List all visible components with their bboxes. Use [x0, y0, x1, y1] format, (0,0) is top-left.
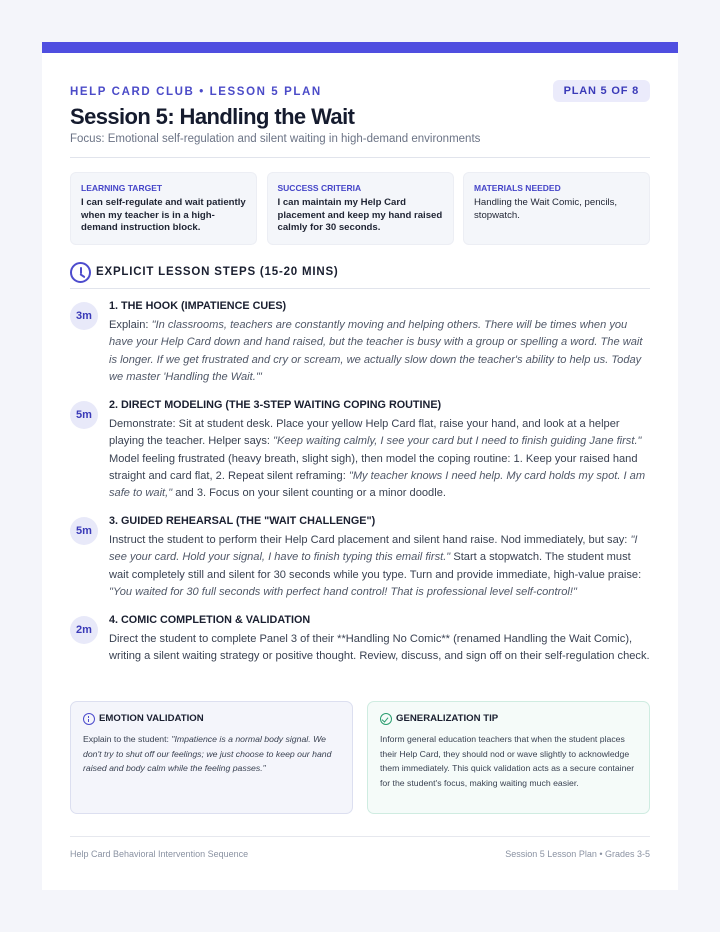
step-body: Direct the student to complete Panel 3 of their **Handling No Comic** (renamed Handling the Wait Comic), writing a silent waiting strategy or positive thought. Review, discuss, and sign off on their self-regulation check.	[109, 633, 650, 663]
focus-subtitle: Focus: Emotional self-regulation and silent waiting in high-demand environments	[70, 133, 481, 145]
tip-heading: EMOTION VALIDATION	[99, 713, 204, 724]
clock-icon	[70, 262, 91, 283]
footer-divider	[70, 836, 650, 837]
page-title: Session 5: Handling the Wait	[70, 104, 355, 129]
divider	[70, 288, 650, 289]
step-body: Instruct the student to perform their Help Card placement and silent hand raise. Nod immediately, but say: "I see your card. Hold your signal, I have to finish typing this email first." Start a stopwatch. The student must wait completely still and silent for 30 seconds while you type. Turn and provide immediate, high-value praise: "You waited for 30 full seconds with perfect hand control! That is professional level self-control!"	[109, 534, 642, 598]
card-heading: SUCCESS CRITERIA	[277, 183, 362, 193]
card-body: I can maintain my Help Card placement and keep my hand raised calmly for 30 seconds.	[277, 197, 443, 233]
tip-heading: GENERALIZATION TIP	[396, 713, 499, 724]
footer-right: Session 5 Lesson Plan • Grades 3-5	[505, 849, 650, 859]
step-body: Explain: "In classrooms, teachers are constantly moving and helping others. There will be times when you have your Help Card down and hand raised, but the teacher is busy with a group or spelling a word. The wait is longer. If we get frustrated and cry or scream, we actually slow down the teacher's ability to help us. Today we master 'Handling the Wait.'"	[109, 319, 643, 383]
success-criteria-card	[267, 172, 454, 245]
step-heading: 2. DIRECT MODELING (THE 3-STEP WAITING COPING ROUTINE)	[109, 399, 442, 411]
lesson-plan-page	[42, 42, 678, 890]
plan-badge: PLAN 5 OF 8	[553, 80, 650, 102]
summary-cards	[70, 172, 650, 245]
tip-body: Explain to the student: "Impatience is a normal body signal. We don't try to shut off our feelings; we just choose to keep our hand raised and body calm while the feeling passes."	[83, 734, 332, 773]
card-heading: LEARNING TARGET	[81, 183, 163, 193]
lesson-kicker: HELP CARD CLUB • LESSON 5 PLAN	[70, 86, 322, 98]
step-duration-badge: 2m	[70, 616, 98, 644]
footer-left: Help Card Behavioral Intervention Sequence	[70, 849, 249, 859]
step-heading: 1. THE HOOK (IMPATIENCE CUES)	[109, 300, 287, 312]
card-heading: MATERIALS NEEDED	[474, 183, 561, 193]
step-duration-badge: 5m	[70, 401, 98, 429]
generalization-tip-box	[367, 701, 650, 814]
step-duration-badge: 3m	[70, 302, 98, 330]
materials-card	[463, 172, 650, 245]
step-body: Demonstrate: Sit at student desk. Place your yellow Help Card flat, raise your hand, and look at a helper playing the teacher. Helper says: "Keep waiting calmly, I see your card but I need to finish guiding Jane first." Model feeling frustrated (heavy breath, slight sigh), then model the coping routine: 1. Keep your raised hand straight and card flat, 2. Repeat silent reframing: "My teacher knows I need help. My card holds my spot. I am safe to wait," and 3. Focus on your silent counting or a minor doodle.	[109, 418, 646, 500]
card-body: I can self-regulate and wait patiently when my teacher is in a high-demand instruction block.	[81, 197, 246, 233]
tip-body: Inform general education teachers that when the student places their Help Card, they should nod or wave slightly to acknowledge them immediately. This quick validation acts as a secure container for the student's focus, making waiting much easier.	[380, 734, 635, 788]
info-icon	[83, 713, 95, 725]
step-heading: 4. COMIC COMPLETION & VALIDATION	[109, 614, 311, 626]
step-heading: 3. GUIDED REHEARSAL (THE "WAIT CHALLENGE")	[109, 515, 376, 527]
emotion-validation-box	[70, 701, 353, 814]
step-duration-badge: 5m	[70, 517, 98, 545]
steps-section-title: EXPLICIT LESSON STEPS (15-20 MINS)	[96, 266, 339, 278]
card-body: Handling the Wait Comic, pencils, stopwatch.	[474, 197, 618, 221]
learning-target-card	[70, 172, 257, 245]
divider	[70, 157, 650, 158]
check-circle-icon	[380, 713, 392, 725]
accent-bar	[42, 42, 678, 53]
